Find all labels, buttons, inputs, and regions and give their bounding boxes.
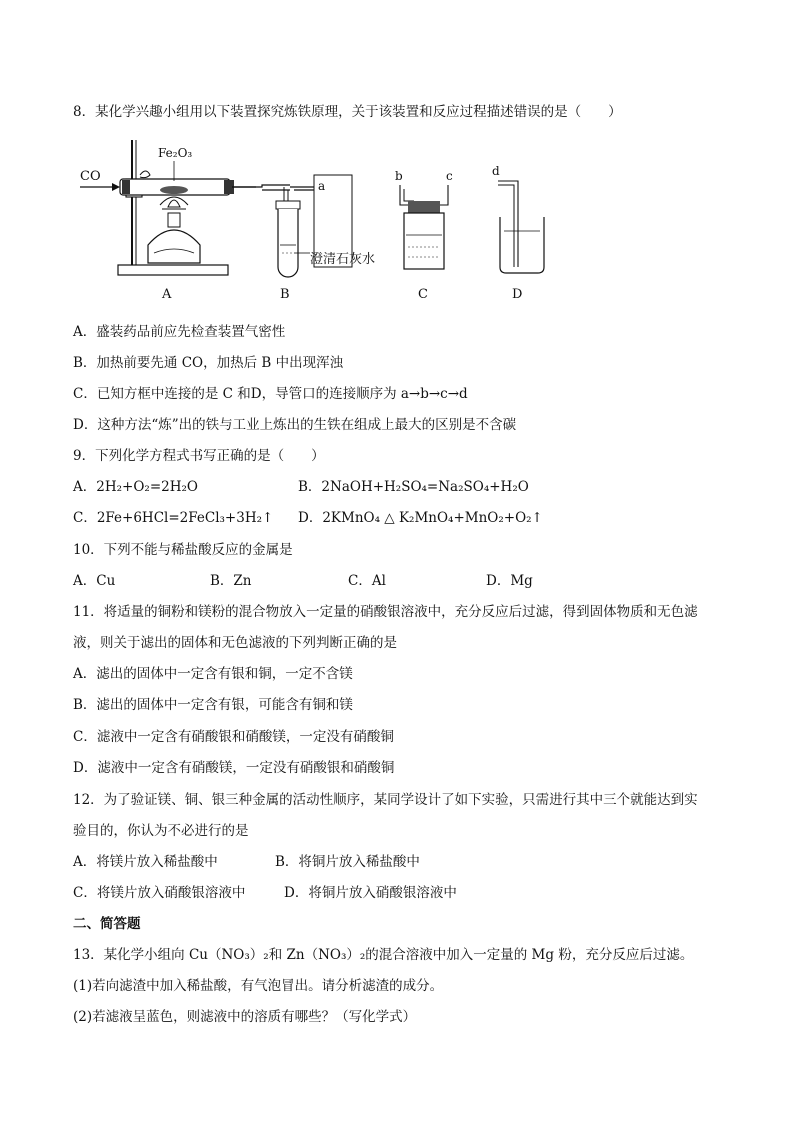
q9-option-a: A．2H₂+O₂=2H₂O xyxy=(73,479,198,495)
iron-smelting-apparatus-diagram xyxy=(70,135,630,310)
q11-option-d: D．滤液中一定含有硝酸镁，一定没有硝酸银和硝酸铜 xyxy=(73,760,395,776)
q10-option-b: B．Zn xyxy=(210,573,252,589)
q12-stem-line2: 验目的，你认为不必进行的是 xyxy=(73,823,249,839)
apparatus-c xyxy=(395,169,453,302)
port-c-label: c xyxy=(446,169,453,183)
q13-sub2: (2)若滤液呈蓝色，则滤液中的溶质有哪些？（写化学式） xyxy=(73,1009,417,1025)
q9-option-b: B．2NaOH+H₂SO₄=Na₂SO₄+H₂O xyxy=(298,479,529,495)
apparatus-b xyxy=(276,175,375,302)
q8-option-d: D．这种方法“炼”出的铁与工业上炼出的生铁在组成上最大的区别是不含碳 xyxy=(73,417,517,433)
q13-stem: 13．某化学小组向 Cu（NO₃）₂和 Zn（NO₃）₂的混合溶液中加入一定量的 Mg 粉，充分反应后过滤。 xyxy=(73,947,694,963)
q8-option-c: C．已知方框中连接的是 C 和D，导管口的连接顺序为 a→b→c→d xyxy=(73,386,468,402)
q13-sub1: (1)若向滤渣中加入稀盐酸，有气泡冒出。请分析滤渣的成分。 xyxy=(73,978,444,994)
label-c: C xyxy=(418,287,428,302)
port-a-label: a xyxy=(318,179,326,193)
port-b-label: b xyxy=(395,169,403,183)
limewater-label: 澄清石灰水 xyxy=(310,252,376,267)
q12-option-a: A．将镁片放入稀盐酸中 xyxy=(73,854,218,870)
q10-option-c: C．Al xyxy=(348,573,386,589)
q11-stem-line2: 液，则关于滤出的固体和无色滤液的下列判断正确的是 xyxy=(73,635,397,651)
q10-stem: 10．下列不能与稀盐酸反应的金属是 xyxy=(73,542,293,558)
label-a: A xyxy=(162,287,172,302)
q10-option-a: A．Cu xyxy=(73,573,116,589)
q12-stem-line1: 12．为了验证镁、铜、银三种金属的活动性顺序，某同学设计了如下实验，只需进行其中三个就能达到实 xyxy=(73,792,698,808)
q12-option-b: B．将铜片放入稀盐酸中 xyxy=(275,854,420,870)
port-d-label: d xyxy=(492,164,500,178)
section-title: 二、简答题 xyxy=(73,916,141,932)
q11-option-a: A．滤出的固体中一定含有银和铜，一定不含镁 xyxy=(73,666,353,682)
q11-option-b: B．滤出的固体中一定含有银，可能含有铜和镁 xyxy=(73,697,353,713)
apparatus-d xyxy=(492,164,544,302)
q8-option-a: A．盛装药品前应先检查装置气密性 xyxy=(73,324,286,340)
q11-stem-line1: 11．将适量的铜粉和镁粉的混合物放入一定量的硝酸银溶液中，充分反应后过滤，得到固体物质和无色滤 xyxy=(73,604,698,620)
q9-stem: 9．下列化学方程式书写正确的是（ ） xyxy=(73,448,325,464)
q12-option-d: D．将铜片放入硝酸银溶液中 xyxy=(284,885,457,901)
label-b: B xyxy=(280,287,290,302)
fe2o3-label: Fe₂O₃ xyxy=(158,146,193,160)
q9-option-c: C．2Fe+6HCl=2FeCl₃+3H₂↑ xyxy=(73,510,274,526)
q8-stem: 8．某化学兴趣小组用以下装置探究炼铁原理，关于该装置和反应过程描述错误的是（ ） xyxy=(73,104,622,120)
apparatus-a xyxy=(80,140,290,302)
q12-option-c: C．将镁片放入硝酸银溶液中 xyxy=(73,885,246,901)
co-label: CO xyxy=(80,169,101,184)
label-d: D xyxy=(512,287,523,302)
q11-option-c: C．滤液中一定含有硝酸银和硝酸镁，一定没有硝酸铜 xyxy=(73,729,394,745)
q9-option-d: D．2KMnO₄ △ K₂MnO₄+MnO₂+O₂↑ xyxy=(298,510,543,526)
q8-option-b: B．加热前要先通 CO，加热后 B 中出现浑浊 xyxy=(73,355,344,371)
q10-option-d: D．Mg xyxy=(486,573,533,589)
